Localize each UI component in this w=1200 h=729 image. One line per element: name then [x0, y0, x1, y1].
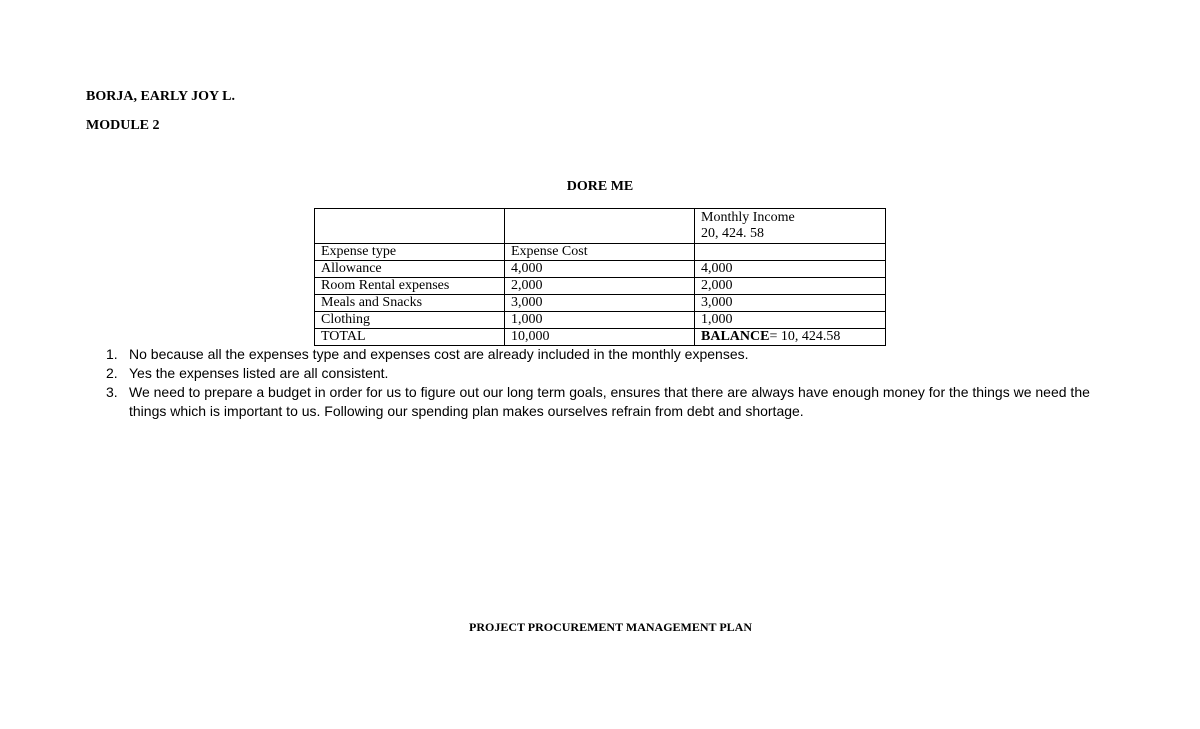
expense-cost-cell: 4,000: [505, 261, 695, 278]
table-row: [315, 278, 886, 295]
expense-type-cell: Clothing: [315, 312, 505, 329]
empty-cell: [315, 209, 505, 244]
monthly-cell: [695, 244, 886, 261]
table-row: [315, 312, 886, 329]
balance-value: = 10, 424.58: [769, 329, 841, 344]
table-title: DORE ME: [566, 179, 634, 194]
expense-cost-cell: 2,000: [505, 278, 695, 295]
list-number: 1.: [106, 346, 118, 362]
total-cost-cell: 10,000: [505, 329, 695, 346]
monthly-cell: 1,000: [695, 312, 886, 329]
total-label-cell: TOTAL: [315, 329, 505, 346]
list-text: No because all the expenses type and expenses cost are already included in the monthly expenses.: [129, 346, 749, 362]
list-item: [106, 364, 1106, 383]
list-number: 2.: [106, 365, 118, 381]
balance-label: BALANCE: [701, 329, 770, 344]
balance-cell: [695, 329, 886, 346]
empty-cell: [505, 209, 695, 244]
expense-cost-cell: Expense Cost: [505, 244, 695, 261]
module-heading: MODULE 2: [86, 118, 160, 133]
monthly-cell: 2,000: [695, 278, 886, 295]
total-row: [315, 329, 886, 346]
monthly-income-cell: [695, 209, 886, 244]
table-row: [315, 244, 886, 261]
expense-type-cell: Meals and Snacks: [315, 295, 505, 312]
table-row: [315, 295, 886, 312]
list-text: Yes the expenses listed are all consistent.: [129, 365, 389, 381]
monthly-cell: 3,000: [695, 295, 886, 312]
monthly-income-value: 20, 424. 58: [701, 226, 764, 241]
answers-list: [106, 345, 1106, 421]
table-row: [315, 261, 886, 278]
list-text: We need to prepare a budget in order for us to figure out our long term goals, ensures that there are always have enough money for the things we need the things which is important to us. Following our spending plan makes ourselves refrain from debt and shortage.: [129, 384, 1090, 419]
list-item: [106, 383, 1106, 421]
student-name: BORJA, EARLY JOY L.: [86, 89, 235, 104]
table-head-row: [315, 209, 886, 244]
budget-table: [314, 208, 886, 346]
expense-type-cell: Room Rental expenses: [315, 278, 505, 295]
section-title: PROJECT PROCUREMENT MANAGEMENT PLAN: [468, 620, 752, 634]
expense-cost-cell: 1,000: [505, 312, 695, 329]
list-number: 3.: [106, 384, 118, 400]
expense-type-cell: Expense type: [315, 244, 505, 261]
expense-cost-cell: 3,000: [505, 295, 695, 312]
list-item: [106, 345, 1106, 364]
expense-type-cell: Allowance: [315, 261, 505, 278]
monthly-cell: 4,000: [695, 261, 886, 278]
monthly-income-label: Monthly Income: [701, 210, 795, 225]
